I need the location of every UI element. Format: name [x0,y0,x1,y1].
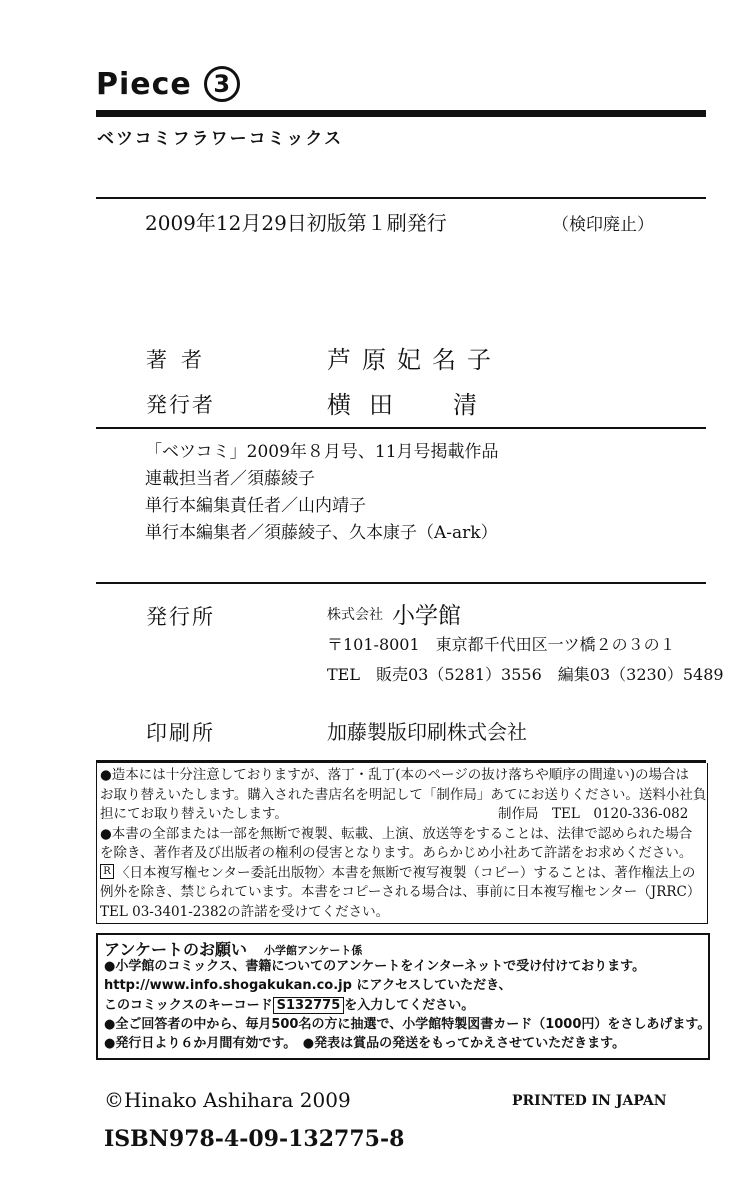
credit-line-4: 単行本編集者／須藤綾子、久本康子（A-ark） [145,523,498,543]
printer-label: 印刷所 [146,721,215,745]
survey-url[interactable]: http://www.info.shogakukan.co.jp [104,978,352,993]
key-prefix: このコミックスのキーコード [104,998,273,1013]
survey-heading: アンケートのお願い [104,940,248,959]
company-prefix: 株式会社 [327,607,383,623]
rule-3 [96,582,706,584]
book-title [96,66,240,102]
notice-line-5: を除き、著作者及び出版者の権利の侵害となります。あらかじめ小社あて許諾をお求めください。 [100,845,693,861]
rule-1 [96,197,706,199]
issuer-label: 発行所 [146,605,215,629]
key-suffix: を入力してください。 [344,998,475,1013]
credit-line-3: 単行本編集責任者／山内靖子 [145,496,366,516]
rule-2 [96,427,706,429]
survey-line-2 [104,977,512,995]
notice-line-4: ●本書の全部または一部を無断で複製、転載、上演、放送等をすることは、法律で認められた場合 [100,826,693,842]
r-mark-icon: R [100,864,114,879]
issuer-phone: TEL 販売03（5281）3556 編集03（3230）5489 [327,665,724,684]
printed-in: PRINTED IN JAPAN [512,1093,667,1109]
notice-line-6: 〈日本複写権センター委託出版物〉本書を無断で複写複製（コピー）することは、著作権法上の [116,865,696,881]
notice-line-3: 担にてお取り替えいたします。 [100,806,288,822]
survey-line-1: ●小学館のコミックス、書籍についてのアンケートをインターネットで受け付けております。 [104,959,646,974]
publisher-person-name: 横田 清 [327,391,495,419]
title-rule [96,110,706,117]
seal-note: （検印廃止） [552,215,654,235]
notice-line-7: 例外を除き、禁じられています。本書をコピーされる場合は、事前に日本複写権センター（JRRC） [100,884,701,900]
notice-line-8: TEL 03-3401-2382の許諾を受けてください。 [100,904,390,920]
author-name: 芦原妃名子 [327,346,502,374]
survey-line-4: ●全ご回答者の中から、毎月500名の方に抽選で、小学館特製図書カード（1000円）をさしあげます。 [104,1017,711,1032]
notice-line-2: お取り替えいたします。購入された書店名を明記して「制作局」あてにお送りください。送料小社負 [100,787,707,803]
publisher-person-label: 発行者 [146,393,215,417]
printer-name: 加藤製版印刷株式会社 [327,720,527,744]
production-tel: 制作局 TEL 0120-336-082 [498,806,689,822]
isbn: ISBN978-4-09-132775-8 [104,1126,405,1152]
imprint-label: ベツコミフラワーコミックス [97,129,344,149]
credit-line-1: 「ベツコミ」2009年８月号、11月号掲載作品 [145,442,499,462]
survey-url-suffix: にアクセスしていただき、 [356,978,512,993]
notice-line-1: ●造本には十分注意しておりますが、落丁・乱丁(本のページの抜け落ちや順序の間違い)の場合は [100,767,690,783]
company-name: 小学館 [392,603,461,629]
credit-line-2: 連載担当者／須藤綾子 [145,469,315,489]
survey-line-5: ●発行日より６か月間有効です。 ●発表は賞品の発送をもってかえさせていただきます。 [104,1036,626,1051]
issuer-address: 〒101-8001 東京都千代田区一ツ橋２の３の１ [327,635,676,654]
survey-dept: 小学館アンケート係 [264,944,363,957]
survey-line-3 [104,997,474,1015]
copyright: ©Hinako Ashihara 2009 [104,1088,351,1112]
author-label: 著者 [146,348,216,372]
volume-number: 3 [204,66,240,102]
key-code: S132775 [273,997,345,1014]
first-edition-date: 2009年12月29日初版第１刷発行 [145,211,447,235]
title-word: Piece [96,67,192,102]
